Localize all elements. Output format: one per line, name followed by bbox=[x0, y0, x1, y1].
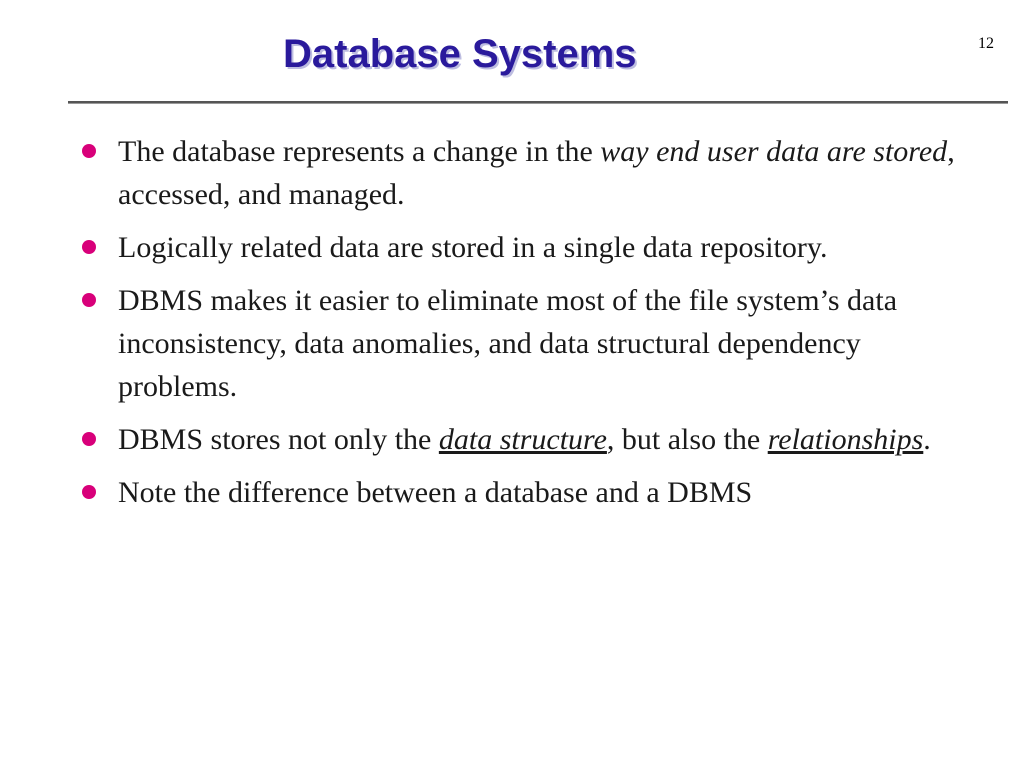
bullet-item bbox=[78, 226, 1008, 269]
text-segment: , accessed, and managed. bbox=[118, 135, 955, 211]
text-segment: Note the difference between a database and a DBMS bbox=[118, 476, 753, 509]
text-segment: Logically related data are stored in a single data repository. bbox=[118, 231, 828, 264]
emphasized-text: relationships bbox=[767, 423, 924, 456]
bullet-item bbox=[78, 471, 1008, 514]
bullet-dot-icon bbox=[82, 432, 96, 446]
text-segment: . bbox=[923, 423, 931, 456]
bullet-dot-icon bbox=[82, 144, 96, 158]
bullet-dot-icon bbox=[82, 485, 96, 499]
text-segment: The database represents a change in the bbox=[118, 135, 601, 168]
text-segment: DBMS stores not only the bbox=[118, 423, 439, 456]
slide-title: Database Systems bbox=[283, 32, 637, 76]
text-segment: DBMS makes it easier to eliminate most of the file system’s data inconsistency, data anomalies, and data structural dependency problems. bbox=[118, 284, 898, 403]
title-divider bbox=[68, 101, 1008, 103]
bullet-text bbox=[118, 130, 1008, 216]
emphasized-text: data structure bbox=[438, 423, 607, 456]
bullet-text bbox=[118, 471, 1008, 514]
bullet-text bbox=[118, 418, 938, 461]
bullet-item bbox=[78, 418, 1008, 461]
page-number: 12 bbox=[978, 35, 994, 52]
bullet-list bbox=[78, 130, 1008, 524]
bullet-item bbox=[78, 279, 1008, 408]
emphasized-text: way end user data are stored bbox=[600, 135, 948, 168]
bullet-dot-icon bbox=[82, 293, 96, 307]
bullet-item bbox=[78, 130, 1008, 216]
bullet-text bbox=[118, 279, 918, 408]
bullet-text bbox=[118, 226, 1008, 269]
text-segment: , but also the bbox=[606, 423, 768, 456]
bullet-dot-icon bbox=[82, 240, 96, 254]
